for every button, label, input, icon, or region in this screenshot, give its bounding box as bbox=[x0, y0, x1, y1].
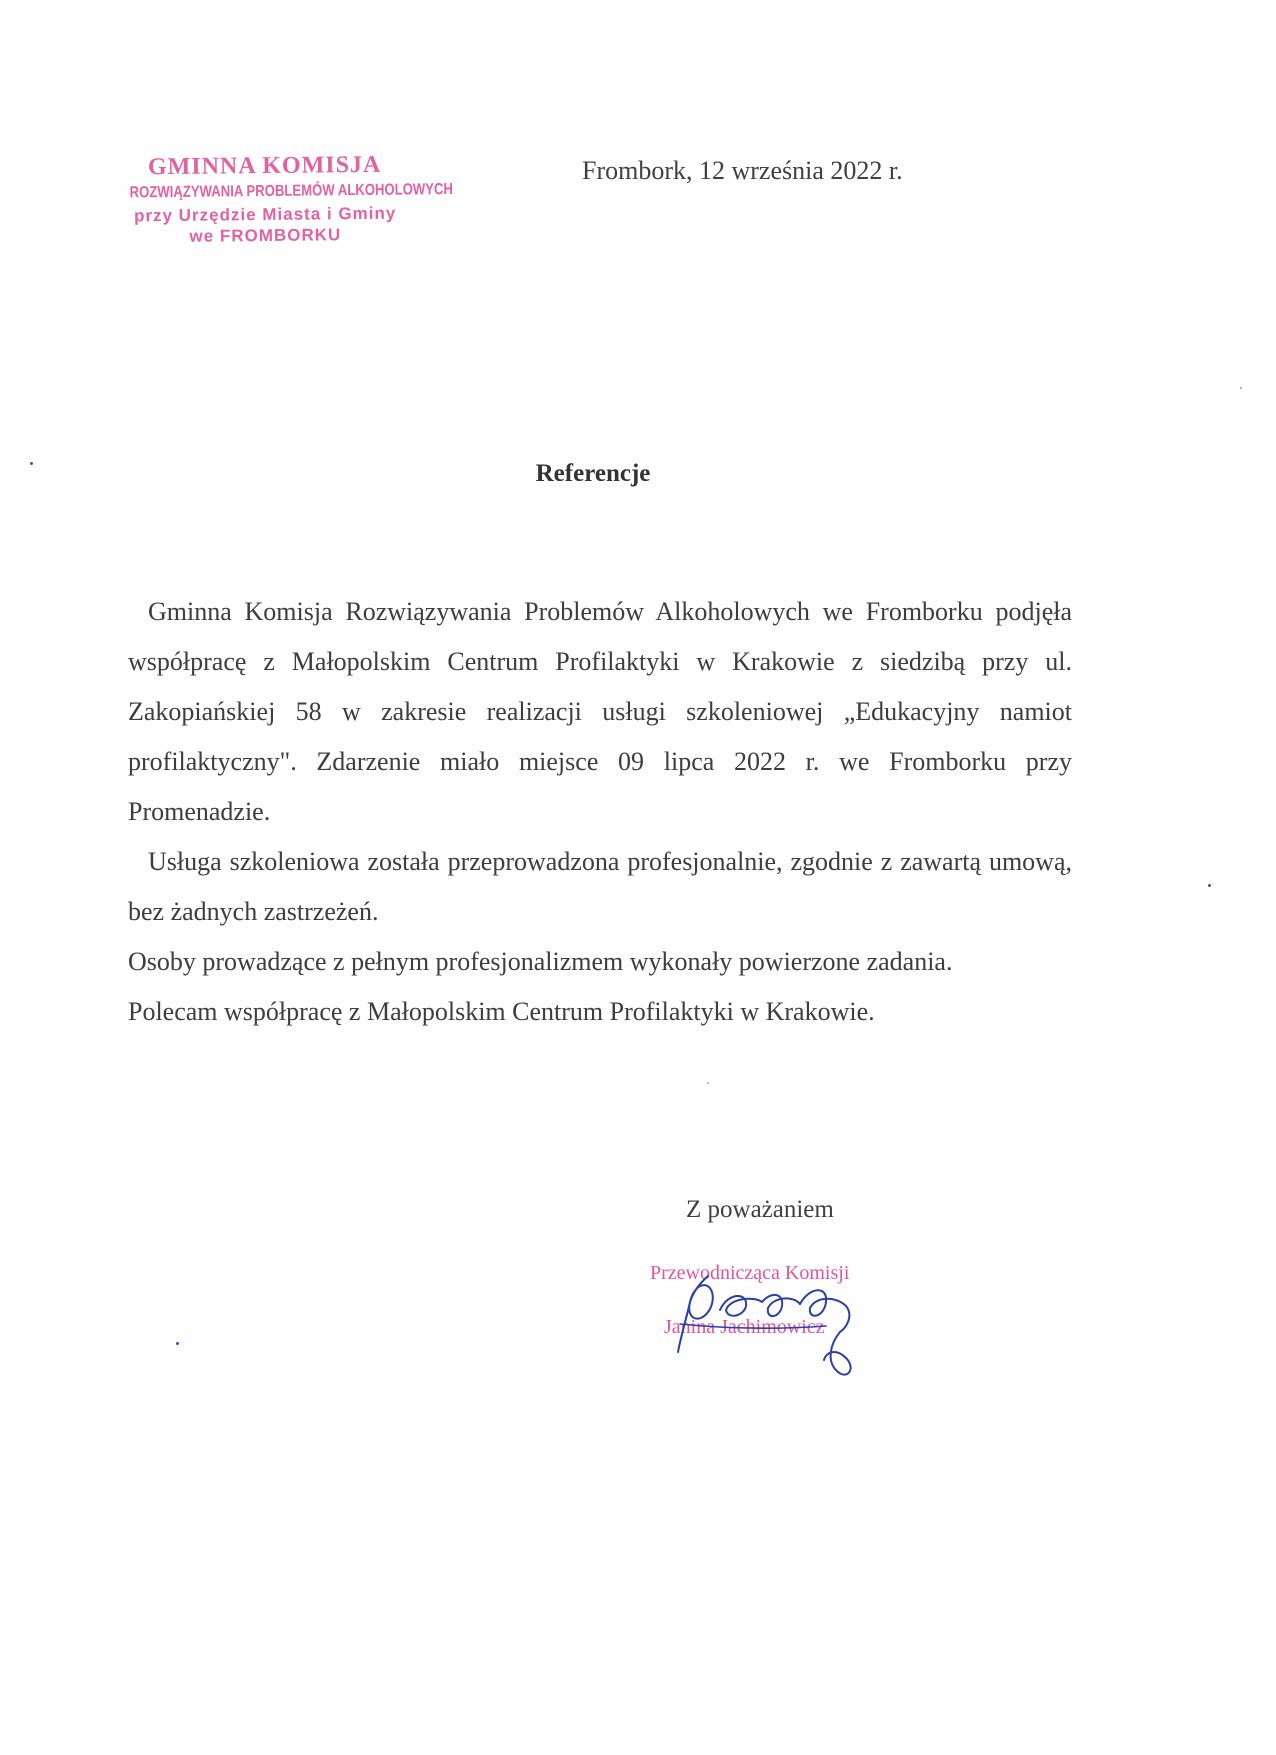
stamp-line-3: przy Urzędzie Miasta i Gminy bbox=[133, 203, 397, 226]
signatory-name-stamp: Janina Jachimowicz bbox=[664, 1316, 825, 1338]
signatory-title-stamp: Przewodnicząca Komisji bbox=[650, 1262, 850, 1284]
stamp-line-1: GMINNA KOMISJA bbox=[147, 151, 382, 181]
handwritten-signature bbox=[650, 1262, 910, 1392]
scan-speck bbox=[176, 1342, 179, 1345]
scan-speck bbox=[30, 462, 33, 465]
signature-block bbox=[650, 1262, 910, 1392]
body-paragraph-3: Osoby prowadzące z pełnym profesjonalizmem wykonały powierzone zadania. bbox=[128, 947, 953, 976]
body-paragraph-4: Polecam współpracę z Małopolskim Centrum Profilaktyki w Krakowie. bbox=[128, 997, 875, 1026]
closing-salutation: Z poważaniem bbox=[686, 1196, 834, 1223]
stamp-line-2: ROZWIĄZYWANIA PROBLEMÓW ALKOHOLOWYCH bbox=[129, 181, 454, 202]
scan-speck bbox=[1240, 387, 1242, 389]
stamp-line-4: we FROMBORKU bbox=[189, 225, 342, 246]
scan-speck bbox=[1208, 884, 1211, 887]
institution-stamp bbox=[100, 150, 454, 247]
body-paragraph-2: Usługa szkoleniowa została przeprowadzona profesjonalnie, zgodnie z zawartą umową, bez żadnych zastrzeżeń. bbox=[128, 847, 1072, 926]
scan-speck bbox=[707, 1082, 709, 1084]
body-paragraph-1: Gminna Komisja Rozwiązywania Problemów Alkoholowych we Fromborku podjęła współpracę z Małopolskim Centrum Profilaktyki w Krakowie z siedzibą przy ul. Zakopiańskiej 58 w zakresie realizacji usługi szkoleniowej „Edukacyjny namiot profilaktyczny". Zdarzenie miało miejsce 09 lipca 2022 r. we Fromborku przy Promenadzie. bbox=[128, 597, 1072, 826]
document-date: Frombork, 12 września 2022 r. bbox=[582, 156, 903, 185]
document-body bbox=[128, 587, 1072, 1037]
document-title: Referencje bbox=[535, 460, 651, 487]
